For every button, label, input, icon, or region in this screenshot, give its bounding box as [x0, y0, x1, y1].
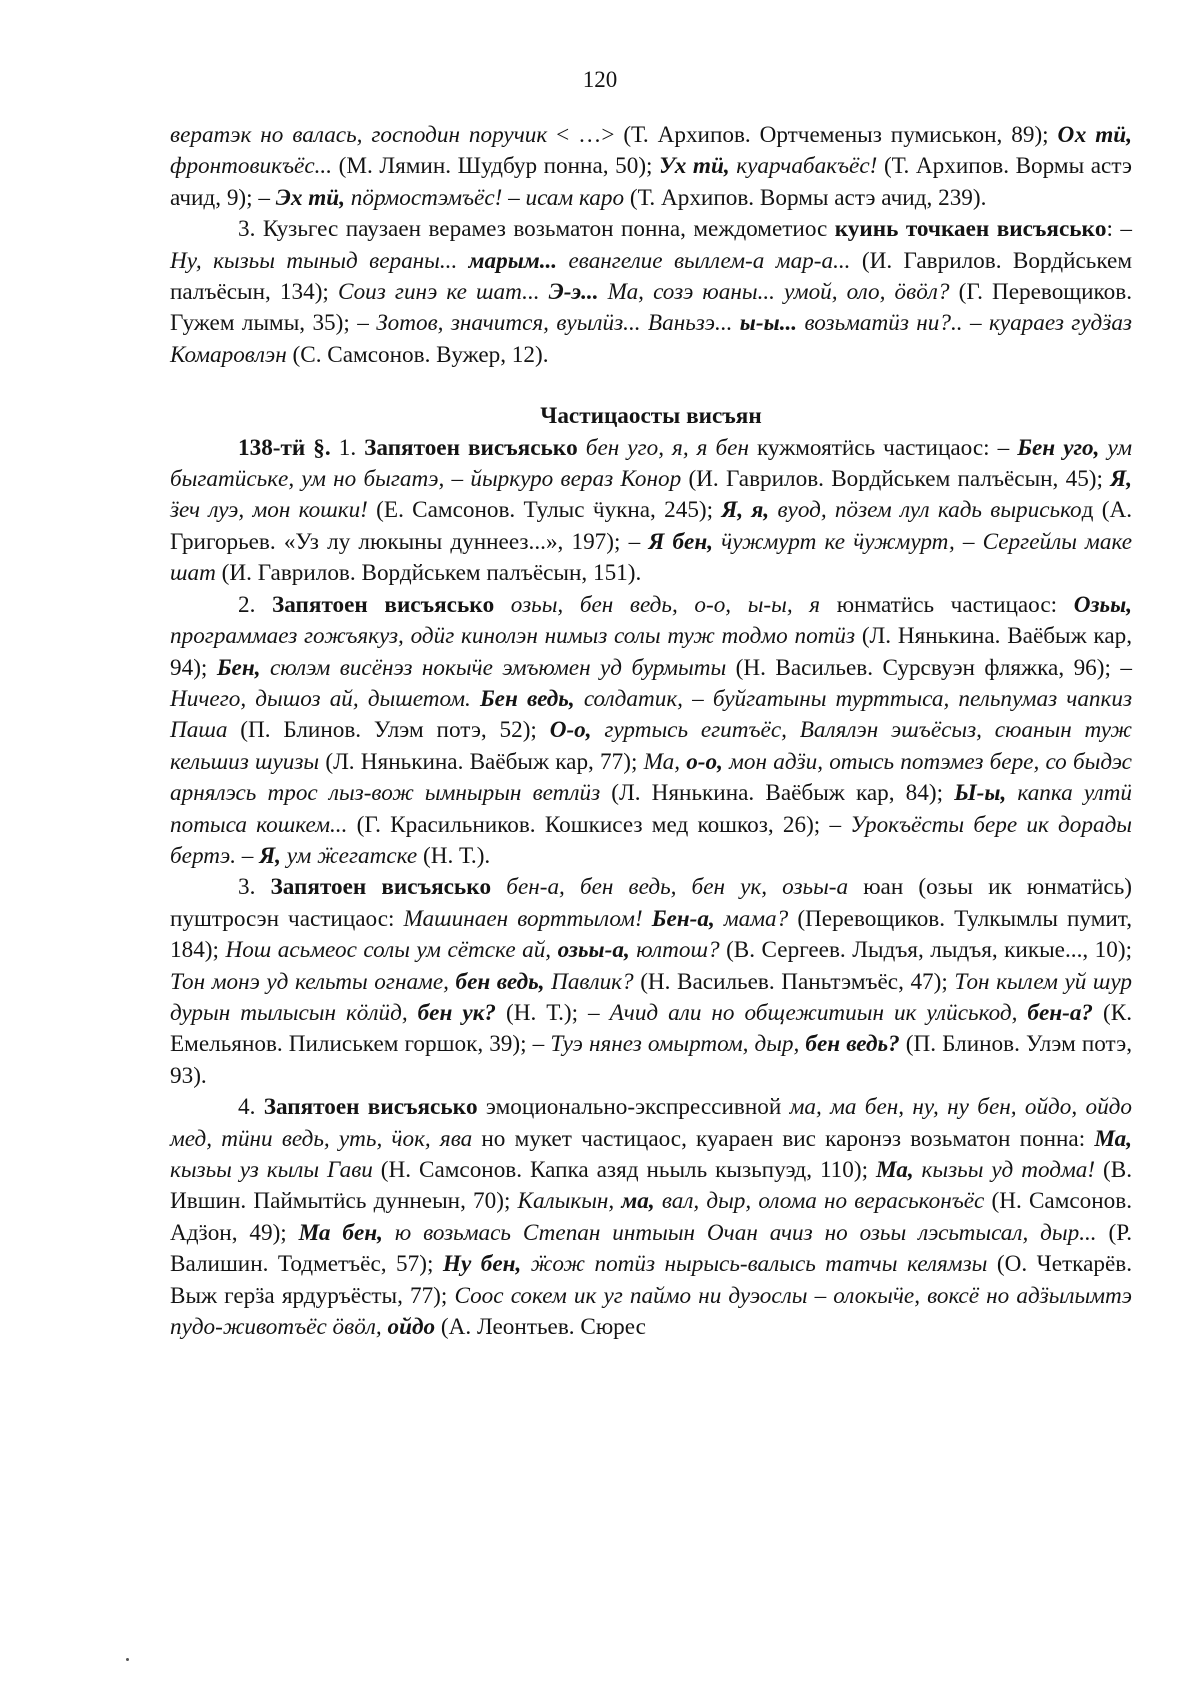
text-run: вератэк но валась, господин поручик	[170, 122, 557, 148]
text-run: Ох тӥ,	[1057, 122, 1132, 148]
text-run: Бен-а,	[651, 905, 715, 932]
text-run: Ну бен,	[442, 1251, 522, 1278]
text-run: Тон монэ уд кельты огнаме,	[170, 968, 456, 995]
text-run: (Н. Самсонов. Адӟон, 49);	[170, 1188, 1133, 1246]
text-run: но мукет частицаос, куараен вис каронэз возьматон понна:	[472, 1125, 1095, 1152]
text-run: Я, я,	[721, 497, 770, 524]
text-run: сюлэм висёнэз нокыӵе эмъюмен уд бурмыты	[260, 654, 727, 681]
text-run: (П. Блинов. Улэм потэ, 93).	[170, 1031, 1132, 1089]
text-run: Калыкын,	[517, 1188, 622, 1215]
text-run: ю возьмась Степан интыын Очан ачиз но озьы лэсьтысал, дыр...	[382, 1219, 1097, 1246]
text-run: (Р. Валишин. Тодметъёс, 57);	[170, 1219, 1132, 1278]
text-run: Тон кылем уй шур дурын тылысын кӧлӥд,	[170, 968, 1132, 1026]
text-run: (И. Гаврилов. Вордйськем палъёсын, 45);	[681, 466, 1111, 493]
text-run: О-о,	[549, 717, 592, 744]
text-run: озьы, бен ведь, о-о, ы-ы, я	[494, 591, 821, 618]
text-run: кызьы уд тодма!	[913, 1157, 1096, 1183]
text-run: Бен ведь,	[479, 685, 575, 712]
page-body	[170, 120, 1132, 1343]
text-run: Ма,	[875, 1157, 914, 1183]
text-run: Запятоен висъяськo	[270, 874, 492, 901]
text-run: ӟеч луэ, мон кошки!	[170, 497, 368, 524]
text-run: бен уго, я, я бен	[577, 434, 749, 461]
text-run: ӵужмурт ке ӵужмурт, – Сергейлы маке шат	[170, 528, 1132, 587]
text-run: вал, дыр, олома но вераськонъёс	[654, 1188, 985, 1215]
text-run: озьы-а,	[557, 937, 630, 964]
text-run: гуртысь егитъёс, Валялэн эшъёсыз, сюанын туж кельшиз шуизы	[170, 717, 1132, 775]
text-run: Я,	[1110, 466, 1132, 493]
text-run: ум ӝегатске	[280, 842, 418, 869]
text-run: мон адӟи, отысь потэмез бере, со быдэс арнялэсь трос лыз-вож ымнырын ветлӥз	[170, 748, 1132, 807]
text-run: Эх тӥ,	[275, 184, 345, 211]
text-run: Бен уго,	[1017, 434, 1100, 461]
scan-speck	[126, 1658, 129, 1661]
text-run: ы-ы...	[739, 310, 798, 337]
text-run: < …> (Т. Архипов. Ортчеменыз пумиськон, 89);	[556, 122, 1058, 148]
text-run: Ма,	[1094, 1125, 1133, 1152]
text-run: 138-тӥ §.	[238, 434, 331, 461]
text-run: (Л. Нянькина. Ваёбыж кар, 94);	[170, 623, 1133, 681]
text-run: юнматӥсь частицаос:	[820, 591, 1074, 618]
text-run: (Перевощиков. Тулкымлы пумит, 184);	[170, 905, 1132, 964]
paragraph	[170, 214, 1132, 371]
text-run: Ма,	[643, 748, 687, 775]
text-run: (Е. Самсонов. Тулыс ӵукна, 245);	[367, 497, 722, 524]
text-run: (Г. Перевощиков. Гужем лымы, 35); –	[170, 279, 1132, 337]
paragraph	[170, 120, 1132, 214]
text-run: Ачид али но общежитиын ик улӥськод,	[609, 999, 1028, 1026]
paragraph	[170, 433, 1132, 590]
text-run: куарчабакъёс!	[729, 153, 878, 180]
text-run: Запятоен висъяськo	[263, 1094, 478, 1121]
text-run: ум быгатӥськe, ум но быгатэ, – йыркуро вераз Конор	[170, 434, 1133, 493]
text-run: (А. Леонтьев. Сюрес	[435, 1314, 646, 1341]
text-run: пӧрмостэмъёс! – исам каро	[345, 184, 625, 211]
text-run: Запятоен висъяськo	[272, 591, 495, 618]
text-run: Бен,	[216, 654, 261, 681]
text-run: (В. Ившин. Паймытӥсь дуннеын, 70);	[170, 1157, 1132, 1215]
paragraph	[170, 872, 1132, 1092]
text-run: куинь точкаен висъяськo	[834, 216, 1107, 243]
text-run: возьматӥз ни?.. – куараез гудӟаз Комаровлэн	[170, 310, 1132, 368]
text-run: о-о,	[686, 748, 723, 775]
text-run: Соиз гинэ ке шат...	[337, 279, 549, 306]
text-run: Павлик?	[544, 968, 634, 995]
text-run: Соос сокем ик уг паймо ни дуэослы – олокыӵе, воксё но адӟылымтэ пудо-животъёс ӧвӧл,	[170, 1282, 1133, 1341]
text-run: Туэ нянез омыртом, дыр,	[550, 1031, 806, 1058]
text-run: Я,	[259, 842, 281, 869]
text-run: д (А. Григорьев. «Уз лу люкыны дуннеез...», 197); –	[170, 497, 1132, 555]
text-run: Ну, кызьы тыныд вераны...	[170, 247, 469, 274]
text-run: (Н. Т.).	[417, 842, 491, 869]
text-run: юлтош?	[629, 937, 720, 964]
text-run: 3. Кузьгес паузаен верамез возьматон понна, междометиос	[238, 216, 835, 243]
text-run: (В. Сергеев. Лыдъя, лыдъя, кикые..., 10);	[719, 937, 1133, 964]
text-run: кызьы уз кылы Гави	[170, 1157, 373, 1183]
page-number: 120	[582, 67, 618, 92]
text-run: кужмоятӥсь частицаос: –	[748, 434, 1018, 461]
text-run: евангелие выллем-а мар-а...	[557, 247, 851, 274]
text-run: фронтовикъёс...	[170, 153, 333, 180]
text-run: бен-а?	[1027, 999, 1094, 1026]
text-run: 3.	[238, 874, 271, 901]
text-run: Ы-ы,	[954, 780, 1007, 807]
text-run: (Л. Нянькина. Ваёбыж кар, 77);	[319, 748, 644, 775]
text-run: : –	[1106, 216, 1132, 243]
text-run: Зотов, значится, вуылӥз... Ваньзэ...	[376, 310, 740, 337]
section-heading: Частицаосты висъян	[540, 403, 762, 430]
text-run: программаез гожъякуз, одӥг кинолэн нимыз солы туж тодмо потӥз	[170, 623, 856, 650]
text-run: Урокъёсты бере ик дорады бертэ. –	[170, 811, 1133, 869]
text-run: марым...	[468, 247, 558, 274]
paragraph	[170, 590, 1132, 873]
text-run: ма,	[621, 1188, 655, 1215]
text-run: ма, ма бен, ну, ну бен, ойдо, ойдо мед, тӥни ведь, уть, ӵок, ява	[170, 1094, 1133, 1152]
text-run: ӝож потӥз нырысь-валысь татчы келямзы	[521, 1251, 988, 1278]
text-run: бен ук?	[417, 999, 496, 1026]
text-run: 2.	[238, 591, 273, 618]
text-run: Запятоен висъяськo	[364, 434, 578, 461]
text-run: Э-э...	[548, 279, 599, 306]
text-run: Я бен,	[648, 528, 714, 555]
text-run: (О. Четкарёв. Выж герӟа ярдуръёсты, 77);	[170, 1251, 1132, 1309]
text-run: (Т. Архипов. Вормы астэ ачид, 9); –	[170, 153, 1132, 211]
text-run: (Н. Васильев. Паньтэмъёс, 47);	[633, 968, 955, 995]
text-run: Ух тӥ,	[659, 153, 730, 180]
text-run: (Г. Красильников. Кошкисез мед кошкоз, 26); –	[347, 811, 851, 838]
text-run: вуод, пӧзем лул кадь вырисько	[769, 497, 1082, 524]
text-run: Ма бен,	[298, 1219, 383, 1246]
text-run: (И. Гаврилов. Вордйськем палъёсын, 134);	[170, 247, 1132, 306]
text-run: (П. Блинов. Улэм потэ, 52);	[227, 717, 550, 744]
text-run: (К. Емельянов. Пилиськем горшок, 39); –	[170, 999, 1133, 1058]
text-run: эмоционально-экспрессивной	[477, 1094, 790, 1121]
text-run: бен-а, бен ведь, бен ук, озьы-а	[491, 874, 849, 901]
text-run: (С. Самсонов. Вужер, 12).	[286, 341, 549, 368]
text-run: юан (озьы ик юнматӥсь) пуштросэн частицаос:	[170, 874, 1132, 932]
text-run: Машинаен ворттылом!	[403, 905, 652, 932]
text-run: (Л. Нянькина. Ваёбыж кар, 84);	[600, 780, 955, 807]
text-run: (Т. Архипов. Вормы астэ ачид, 239).	[624, 184, 987, 211]
text-run: (Н. Самсонов. Капка азяд ньыль кызьпуэд, 110);	[372, 1157, 876, 1183]
text-run: бен ведь?	[805, 1031, 900, 1058]
text-run: мама?	[714, 905, 789, 932]
text-run: Ничего, дышоз ай, дышетом.	[170, 685, 480, 712]
text-run: 4.	[238, 1094, 264, 1121]
text-run: бен ведь,	[455, 968, 545, 995]
text-run: (М. Лямин. Шудбур понна, 50);	[332, 153, 660, 180]
text-run: ойдо	[387, 1314, 436, 1341]
text-run: (Н. Васильев. Сурсвуэн фляжка, 96); –	[726, 654, 1132, 681]
text-run: Ма, созэ юаны... умой, оло, ӧвӧл?	[598, 279, 950, 306]
text-run: солдатик, – буйгатыны турттыса, пельпумаз чапкиз Паша	[170, 685, 1133, 744]
text-run: Озьы,	[1073, 591, 1132, 618]
paragraph	[170, 1092, 1132, 1343]
text-run: капка ултӥ потыса кошкем...	[170, 780, 1132, 838]
text-run: (Н. Т.); –	[495, 999, 610, 1026]
text-run: Нош асьмеос солы ум сётске ай,	[225, 937, 558, 964]
text-run: (И. Гаврилов. Вордйськем палъёсын, 151).	[215, 560, 642, 587]
text-run: 1.	[330, 434, 365, 461]
